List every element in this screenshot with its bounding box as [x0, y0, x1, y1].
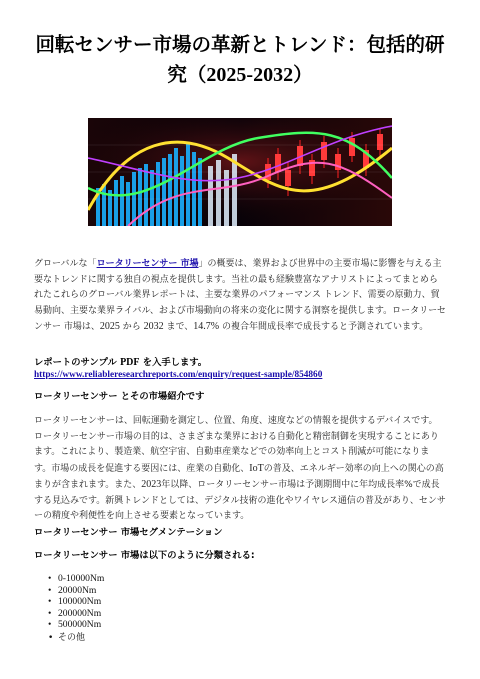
iot-term: IoT: [249, 462, 264, 474]
section1-text-b: の普及、エネルギー効率の向上への関心の高まりが含まれます。また、: [34, 463, 444, 490]
intro-text-body: 」の概要は、業界および世界中の主要市場に影響を与える主要なトレンドに関する独自の視点を提供します。当社の最も経験豊富なアナリストによってまとめられたこれらのグローバル業界レポートは、主要な業界のパフォーマンス トレンド、需要の原動力、貿易動向、主要な業界ライバル、および市場動向の将来の変化に関する洞察を提供します。ロータリーセンサー 市場は、: [34, 259, 446, 332]
intro-text-mid1: から: [119, 322, 144, 332]
sample-heading-pre: レポートのサンプル: [34, 357, 121, 368]
intro-text-post: の複合年間成長率で成長すると予測されています。: [219, 322, 429, 332]
intro-text-pre: グローバルな「: [34, 259, 97, 269]
title-years: 2025-2032: [206, 64, 294, 86]
financial-chart-image: [88, 118, 392, 226]
cagr-value: 14.7%: [193, 321, 220, 332]
section1-paragraph: [34, 414, 446, 525]
intro-paragraph: [34, 257, 446, 336]
year-start: 2025: [99, 321, 120, 332]
list-item: • 200000Nm: [48, 608, 104, 620]
segment-list: [48, 573, 104, 645]
year-end: 2032: [143, 321, 164, 332]
sample-request-link[interactable]: https://www.reliableresearchreports.com/enquiry/request-sample/854860: [34, 370, 323, 380]
list-item: • 20000Nm: [48, 585, 104, 597]
section2-subheading: ロータリーセンサー 市場は以下のように分類される:: [34, 550, 255, 561]
market-link[interactable]: ロータリーセンサー 市場: [96, 259, 199, 269]
section1-text-c: 年以降、ロータリーセンサー市場は予測期間中に年均成長率%で成長する見込みです。新興トレンドとしては、デジタル技術の進化やワイヤレス通信の普及があり、センサーの精度や利便性を向上させる要素となっています。: [34, 480, 446, 521]
sample-heading-post: を入手します。: [139, 357, 208, 368]
intro-text-mid2: まで、: [163, 322, 194, 332]
page-title: [30, 30, 450, 90]
list-item: • その他: [48, 631, 104, 645]
section1-heading: ロータリーセンサー とその市場紹介です: [34, 391, 205, 402]
title-line-2: [30, 60, 450, 90]
title-line-1: 回転センサー市場の革新とトレンド：包括的研: [35, 33, 445, 56]
section2-heading: ロータリーセンサー 市場セグメンテーション: [34, 527, 223, 538]
title-line-2-pre: 究（: [167, 63, 207, 86]
financial-chart-graphic: [88, 118, 392, 226]
section1-year: 2023: [141, 479, 162, 490]
list-item: • 0-10000Nm: [48, 573, 104, 585]
sample-heading-pdf: PDF: [120, 357, 140, 368]
section1-text-a: ロータリーセンサーは、回転運動を測定し、位置、角度、速度などの情報を提供するデバイスです。ロータリーセンサー市場の目的は、さまざまな業界における自動化と精密制御を実現することにあります。これにより、製造業、航空宇宙、自動車産業などでの効率向上とコスト削減が可能になります。市場の成長を促進する要因には、産業の自動化、: [34, 416, 439, 474]
sample-heading: [34, 356, 446, 370]
list-item: • 100000Nm: [48, 596, 104, 608]
list-item: • 500000Nm: [48, 619, 104, 631]
title-line-2-post: ）: [293, 63, 313, 86]
